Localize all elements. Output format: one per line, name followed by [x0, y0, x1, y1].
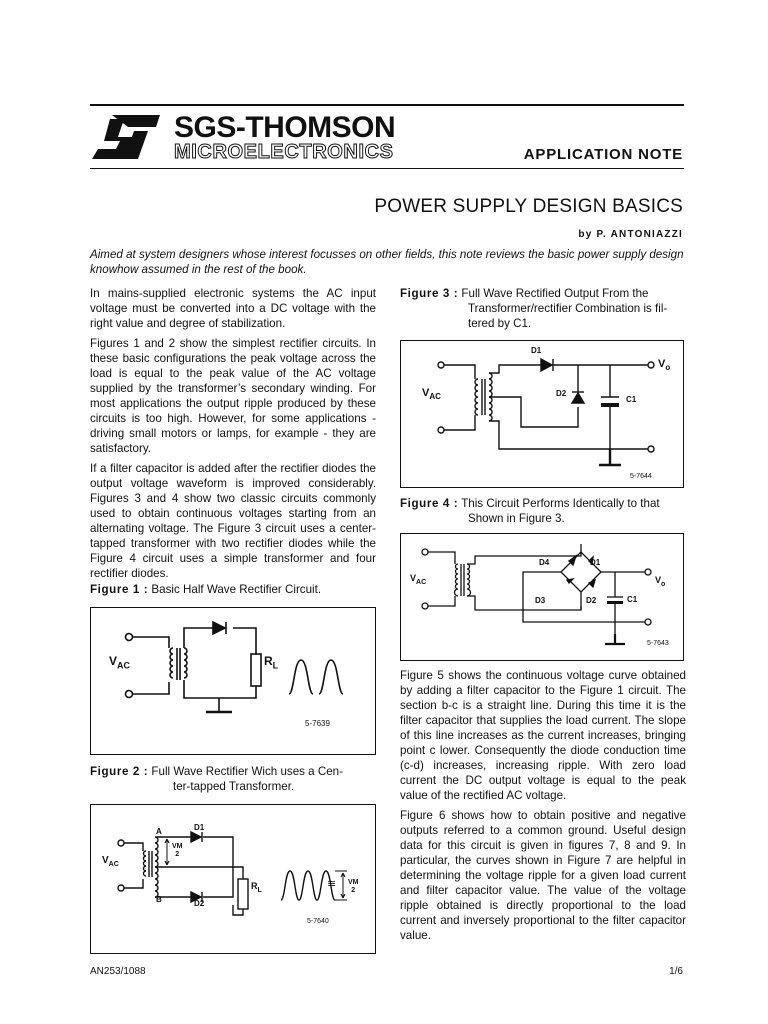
document-id: AN253/1088	[90, 966, 146, 977]
left-column-text	[90, 286, 376, 586]
page-title: POWER SUPPLY DESIGN BASICS	[374, 196, 683, 217]
figure-3-schematic	[400, 340, 684, 488]
vac-label: $V_{AC}$	[102, 855, 119, 868]
rl-label: $R_L$	[251, 881, 262, 894]
rl-label: $R_L$	[264, 654, 279, 671]
figure-caption-text: ter-tapped Transformer.	[173, 780, 295, 793]
c1-label: C1	[627, 595, 638, 604]
d1-label: D1	[194, 823, 205, 832]
figure-label: Figure 2 :	[90, 765, 149, 778]
figure-code: 5-7643	[647, 640, 669, 647]
vo-label: $V_o$	[655, 575, 666, 588]
header-bottom-rule	[90, 168, 684, 169]
node-a-label: A	[156, 827, 162, 836]
figure-3-caption	[400, 286, 686, 331]
d3-label: D3	[535, 596, 546, 605]
figure-4-caption	[400, 496, 686, 526]
paragraph: In mains-supplied electronic systems the AC input voltage must be converted into a DC voltage with the right value and degree of stabilization.	[90, 287, 376, 330]
figure-1-schematic	[90, 607, 376, 755]
figure-code: 5-7640	[307, 918, 329, 925]
vac-label: $V_{AC}$	[410, 573, 427, 586]
figure-4-schematic	[400, 533, 684, 661]
vac-label: $V_{AC}$	[422, 387, 441, 402]
right-column-text	[400, 668, 686, 948]
page-number: 1/6	[669, 966, 683, 977]
figure-1-caption	[90, 582, 376, 597]
company-name: SGS-THOMSON	[174, 111, 396, 144]
figure-caption-text: Full Wave Rectifier Wich uses a Cen-	[151, 765, 343, 778]
figure-code: 5-7639	[305, 719, 330, 728]
header-top-rule	[90, 104, 684, 106]
paragraph: If a filter capacitor is added after the rectifier diodes the output voltage waveform is improved considerably. Figures 3 and 4 show two classic circuits commonly used to obtain continuous voltages starting from an alternating voltage. The Figure 3 circuit uses a center-tapped transformer with two rectifier diodes while the Figure 4 circuit uses a simple transformer and four rectifier diodes.	[90, 462, 376, 580]
figure-caption-text: tered by C1.	[468, 317, 532, 330]
paragraph: Figures 1 and 2 show the simplest rectifier circuits. In these basic configurations the peak voltage across the load is equal to the peak value of the AC voltage supplied by the transformer’s secondary winding. For most applications the output ripple produced by these circuits is too high. However, for some applications - driving small motors or lamps, for example - they are satisfactory.	[90, 337, 376, 455]
abstract: Aimed at system designers whose interest focusses on other fields, this note reviews the basic power supply design knowhow assumed in the rest of the book.	[90, 248, 684, 276]
figure-caption-text: Basic Half Wave Rectifier Circuit.	[151, 583, 322, 596]
d4-label: D4	[539, 558, 550, 567]
st-logo-icon	[90, 113, 162, 161]
division-name: MICROELECTRONICS	[174, 141, 394, 163]
approx-symbol: ≅	[327, 878, 337, 890]
d2-label: D2	[556, 389, 567, 398]
author: by P. ANTONIAZZI	[578, 229, 683, 240]
figure-caption-text: This Circuit Performs Identically to that	[461, 497, 660, 510]
figure-caption-text: Transformer/rectifier Combination is fil-	[468, 302, 668, 315]
vo-label: $V_o$	[658, 358, 671, 373]
d2-label: D2	[194, 899, 205, 908]
figure-2-caption	[90, 764, 376, 794]
vac-label: $V_{AC}$	[109, 654, 131, 671]
d1-label: D1	[531, 346, 542, 355]
figure-code: 5-7644	[630, 473, 652, 480]
vm-half-label: VM 2	[172, 843, 183, 858]
node-b-label: B	[156, 895, 162, 904]
figure-caption-text: Full Wave Rectified Output From the	[461, 287, 649, 300]
d1-label: D1	[590, 558, 601, 567]
paragraph: Figure 5 shows the continuous voltage curve obtained by adding a filter capacitor to the Figure 1 circuit. The section b-c is a straight line. During this time it is the filter capacitor that supplies the load current. The slope of this line increases as the current increases, bringing point c lower. Consequently the diode conduction time (c-d) increases, increasing ripple. With zero load current the DC output voltage is equal to the peak value of the rectified AC voltage.	[400, 669, 686, 802]
c1-label: C1	[626, 395, 637, 404]
figure-label: Figure 3 :	[400, 287, 459, 300]
vm-half-label: VM 2	[348, 879, 359, 894]
figure-label: Figure 1 :	[90, 583, 149, 596]
paragraph: Figure 6 shows how to obtain positive and negative outputs referred to a common ground. Useful design data for this circuit is given in figures 7, 8 and 9. In particular, the curves shown in Figure 7 are helpful in determining the voltage ripple for a given load current and filter capacitor value. The value of the voltage ripple obtained is directly proportional to the load current and inversely proportional to the filter capacitor value.	[400, 809, 686, 942]
figure-caption-text: Shown in Figure 3.	[468, 512, 565, 525]
figure-label: Figure 4 :	[400, 497, 459, 510]
figure-2-schematic	[90, 804, 376, 954]
d2-label: D2	[586, 596, 597, 605]
document-type: APPLICATION NOTE	[523, 146, 683, 163]
